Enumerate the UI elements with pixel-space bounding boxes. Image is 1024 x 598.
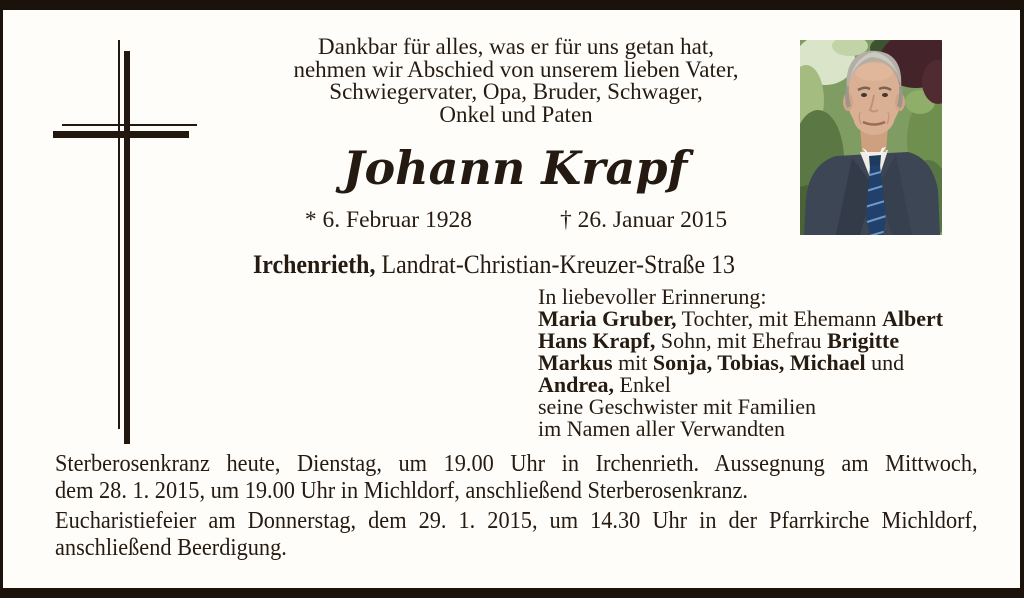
announcement-line: dem 28. 1. 2015, um 19.00 Uhr in Michldorf, anschließend Sterberosenkranz. <box>55 478 749 505</box>
daughter-relation: Tochter, mit Ehemann <box>676 306 883 331</box>
announcement-line: Eucharistiefeier am Donnerstag, dem 29. 1. 2015, um 14.30 Uhr in der Pfarrkirche Michldorf, <box>55 507 978 534</box>
cross-vertical-thin <box>118 40 120 429</box>
memorial-line-siblings: seine Geschwister mit Familien <box>538 394 816 419</box>
memorial-heading: In liebevoller Erinnerung: <box>538 284 767 309</box>
portrait-photo <box>800 40 942 235</box>
intro-text <box>230 36 802 126</box>
grandchildren-names: Sonja, Tobias, Michael <box>652 350 866 375</box>
funeral-announcements <box>55 451 978 562</box>
memorial-line-daughter <box>538 308 943 330</box>
intro-line: Onkel und Paten <box>439 101 593 127</box>
intro-line: Dankbar für alles, was er für uns getan hat, <box>318 34 714 59</box>
birth-date: * 6. Februar 1928 <box>304 207 472 233</box>
life-dates <box>230 206 802 234</box>
frame-right-bar <box>1020 0 1024 598</box>
son-wife-name: Brigitte <box>827 328 900 353</box>
cross-vertical-thick <box>124 51 130 444</box>
daughter-name: Maria Gruber, <box>538 306 677 331</box>
memorial-line-granddaughter <box>538 374 943 396</box>
grand-und-text: und <box>865 350 905 375</box>
grandchildren-label: Enkel <box>614 372 671 397</box>
son-name: Hans Krapf, <box>538 328 656 353</box>
death-date: † 26. Januar 2015 <box>560 207 728 233</box>
frame-left-bar <box>0 0 3 598</box>
announcement-line: Sterberosenkranz heute, Dienstag, um 19.00 Uhr in Irchenrieth. Aussegnung am Mittwoch, <box>55 451 978 477</box>
grand-mid-text: mit <box>612 350 653 375</box>
cross-horizontal-thin <box>62 124 197 126</box>
grandson-name: Markus <box>538 350 613 375</box>
cross-horizontal-thick <box>53 131 189 138</box>
memorial-line-relatives: im Namen aller Verwandten <box>538 416 786 441</box>
memorial-line-son <box>538 330 943 352</box>
street-address: Landrat-Christian-Kreuzer-Straße 13 <box>375 250 735 279</box>
portrait-photo-art <box>800 40 942 235</box>
city-name: Irchenrieth, <box>253 250 376 279</box>
memorial-line-grandchildren <box>538 352 943 374</box>
frame-bottom-bar <box>0 588 1024 598</box>
deceased-name: Johann Krapf <box>342 141 688 195</box>
son-relation: Sohn, mit Ehefrau <box>655 328 828 353</box>
address-line <box>253 250 735 280</box>
intro-line: nehmen wir Abschied von unserem lieben Vater, <box>293 56 739 82</box>
intro-line: Schwiegervater, Opa, Bruder, Schwager, <box>329 79 703 104</box>
daughter-husband-name: Albert <box>882 306 944 331</box>
announcement-line: anschließend Beerdigung. <box>55 534 287 561</box>
memorial-section <box>538 286 943 440</box>
granddaughter-name: Andrea, <box>538 372 614 397</box>
frame-top-bar <box>0 0 1024 10</box>
